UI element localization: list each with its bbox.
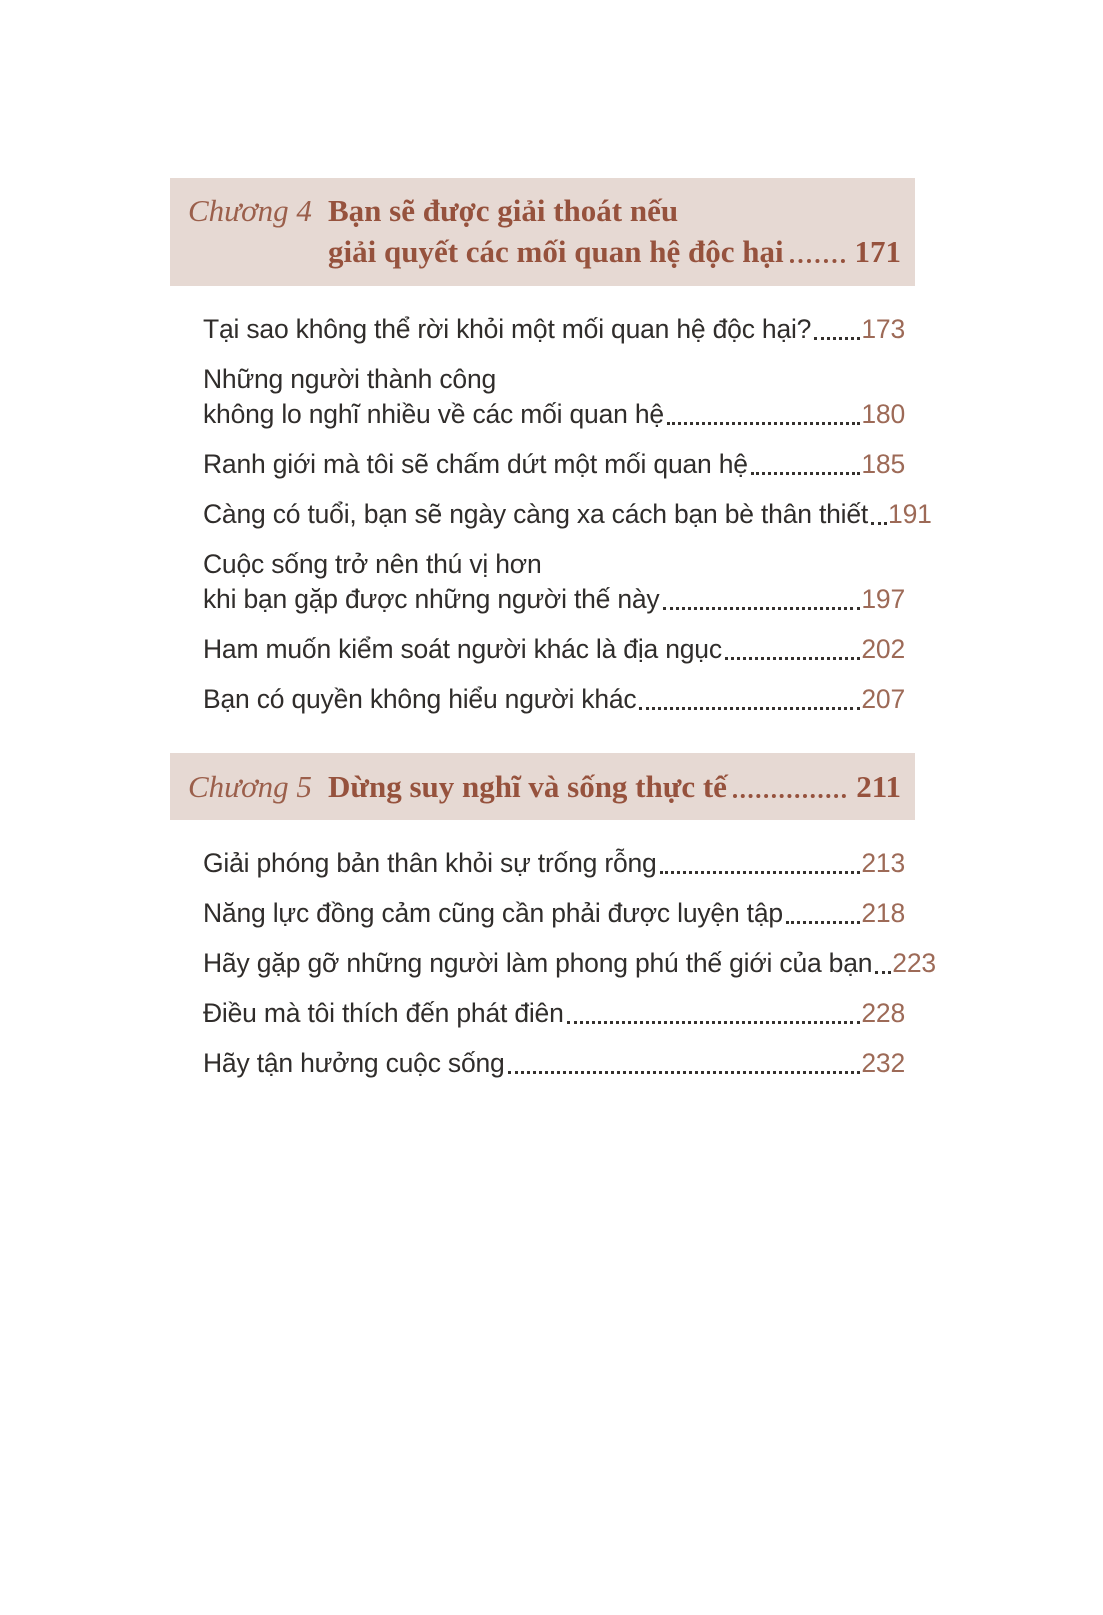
dot-leader xyxy=(567,1021,861,1024)
chapter-title-text: Dừng suy nghĩ và sống thực tế xyxy=(328,769,727,804)
dot-leader xyxy=(875,971,891,974)
toc-entry-line xyxy=(203,946,936,981)
chapter-label: Chương 4 xyxy=(188,193,312,228)
toc-page-number: 173 xyxy=(861,314,905,344)
toc-entry xyxy=(203,896,905,931)
toc-entry-text: Cuộc sống trở nên thú vị hơn xyxy=(203,549,542,579)
dot-leader xyxy=(508,1071,861,1074)
toc-entry-line xyxy=(203,547,905,582)
toc-entry xyxy=(203,547,905,617)
toc-entry xyxy=(203,1046,905,1081)
toc-entry xyxy=(203,996,905,1031)
toc-entry-line xyxy=(203,896,905,931)
toc-entry xyxy=(203,312,905,347)
dot-leader xyxy=(660,871,861,874)
toc-entry-text: Bạn có quyền không hiểu người khác xyxy=(203,684,637,714)
toc-entry-text: Càng có tuổi, bạn sẽ ngày càng xa cách bạn bè thân thiết xyxy=(203,499,869,529)
dot-leader xyxy=(639,707,860,710)
dot-leader xyxy=(786,921,860,924)
toc-page-number: 228 xyxy=(861,998,905,1028)
toc-entry-text: khi bạn gặp được những người thế này xyxy=(203,584,660,614)
toc-entry xyxy=(203,682,905,717)
toc-entry-text: Hãy tận hưởng cuộc sống xyxy=(203,1048,505,1078)
toc-page-number: 185 xyxy=(861,449,905,479)
toc-page-number: 197 xyxy=(861,584,905,614)
chapter-title-lines xyxy=(328,766,901,807)
toc-page-number: 202 xyxy=(861,634,905,664)
chapter-title-line xyxy=(328,190,901,231)
toc-entry-line xyxy=(203,447,905,482)
toc-entry-text: Hãy gặp gỡ những người làm phong phú thế giới của bạn xyxy=(203,948,873,978)
toc-page-number: 232 xyxy=(861,1048,905,1078)
toc-entry-line xyxy=(203,582,905,617)
chapter-5-section xyxy=(170,753,936,1081)
toc-content xyxy=(170,178,936,1096)
toc-entry-text: không lo nghĩ nhiều về các mối quan hệ xyxy=(203,399,664,429)
dot-leader xyxy=(814,337,860,340)
toc-page-number: 191 xyxy=(888,499,932,529)
toc-entry xyxy=(203,497,932,532)
dot-leader xyxy=(871,522,887,525)
toc-entry-text: Tại sao không thể rời khỏi một mối quan hệ độc hại? xyxy=(203,314,812,344)
toc-entry-line xyxy=(203,632,905,667)
chapter-5-banner xyxy=(170,753,915,820)
toc-entry xyxy=(203,362,905,432)
toc-page-number: 180 xyxy=(861,399,905,429)
toc-page-number: 207 xyxy=(861,684,905,714)
toc-entry-line xyxy=(203,497,932,532)
chapter-label: Chương 5 xyxy=(188,769,312,804)
chapter-4-section xyxy=(170,178,932,717)
toc-page-number: 218 xyxy=(861,898,905,928)
toc-entry-text: Năng lực đồng cảm cũng cần phải được luyện tập xyxy=(203,898,783,928)
toc-entry xyxy=(203,946,936,981)
chapter-page-number: 211 xyxy=(856,769,901,804)
dot-leader xyxy=(667,422,860,425)
toc-entry-text: Những người thành công xyxy=(203,364,497,394)
chapter-title-lines xyxy=(328,190,901,272)
toc-entry-line xyxy=(203,362,905,397)
toc-entry-text: Điều mà tôi thích đến phát điên xyxy=(203,998,564,1028)
dot-leader xyxy=(790,259,845,263)
dot-leader xyxy=(733,794,846,798)
dot-leader xyxy=(751,472,861,475)
toc-entry-text: Giải phóng bản thân khỏi sự trống rỗng xyxy=(203,848,657,878)
chapter-page-number: 171 xyxy=(854,234,901,269)
toc-entry xyxy=(203,447,905,482)
chapter-title-line xyxy=(328,231,901,272)
toc-entry-line xyxy=(203,1046,905,1081)
toc-entry xyxy=(203,632,905,667)
toc-entry-line xyxy=(203,397,905,432)
chapter-title-text: giải quyết các mối quan hệ độc hại xyxy=(328,234,784,269)
toc-entry-text: Ranh giới mà tôi sẽ chấm dứt một mối quan hệ xyxy=(203,449,748,479)
chapter-5-entries xyxy=(203,846,936,1081)
toc-entry-text: Ham muốn kiểm soát người khác là địa ngục xyxy=(203,634,722,664)
dot-leader xyxy=(725,657,860,660)
chapter-4-entries xyxy=(203,312,932,717)
toc-entry-line xyxy=(203,996,905,1031)
chapter-title-text: Bạn sẽ được giải thoát nếu xyxy=(328,193,679,228)
toc-entry-line xyxy=(203,682,905,717)
dot-leader xyxy=(663,607,861,610)
toc-entry xyxy=(203,846,905,881)
toc-entry-line xyxy=(203,312,905,347)
toc-page-number: 213 xyxy=(861,848,905,878)
toc-entry-line xyxy=(203,846,905,881)
chapter-4-banner xyxy=(170,178,915,286)
chapter-title-line xyxy=(328,766,901,807)
toc-page-number: 223 xyxy=(892,948,936,978)
